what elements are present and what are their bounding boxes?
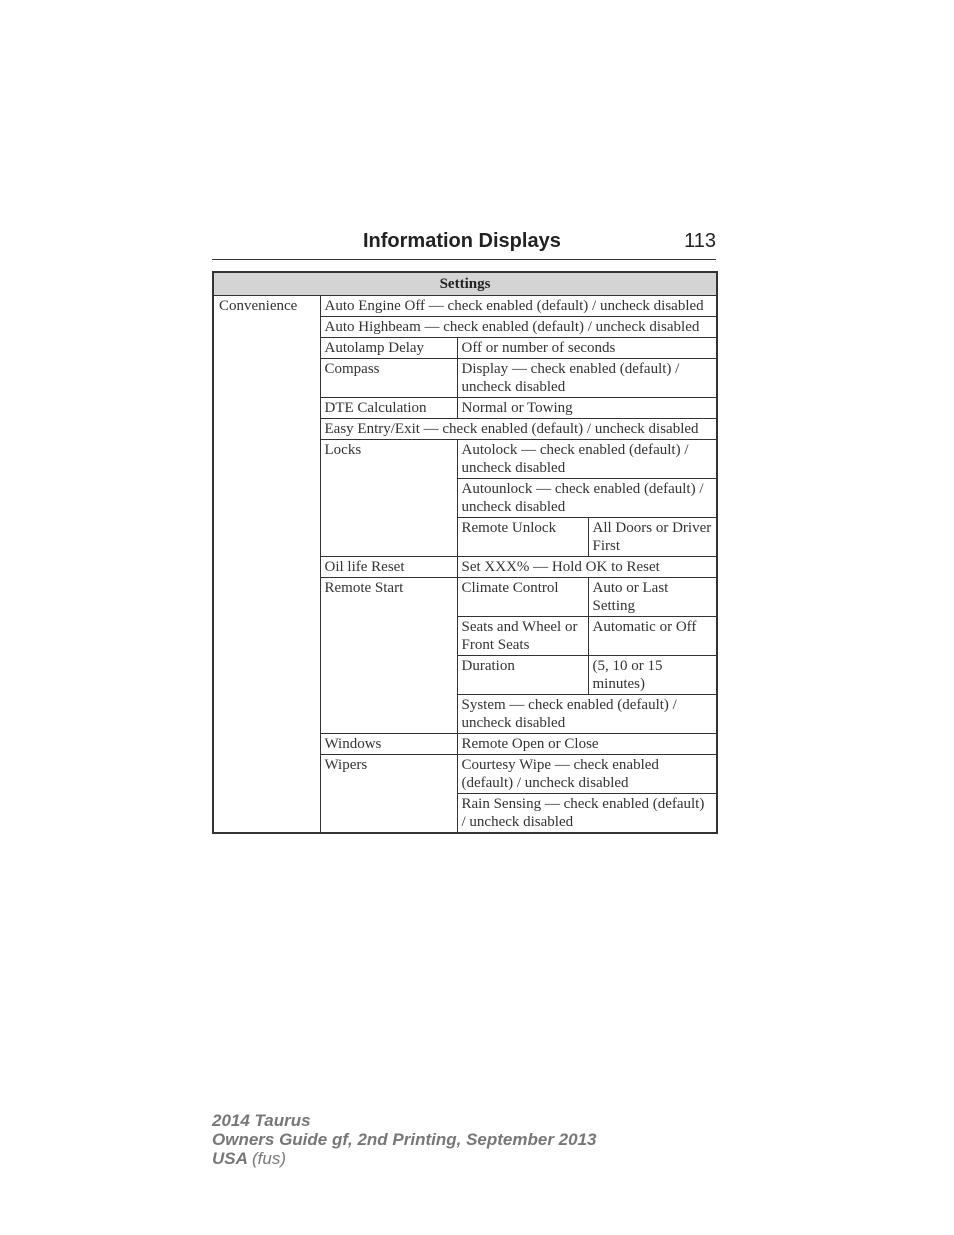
settings-header: Settings [213,272,717,296]
duration-value: (5, 10 or 15 minutes) [588,656,717,695]
table-row [213,296,717,317]
remote-unlock-label: Remote Unlock [457,518,588,557]
duration-label: Duration [457,656,588,695]
footer-guide: Owners Guide gf, 2nd Printing, September 2013 [212,1130,597,1149]
table-header-row [213,272,717,296]
locks-label: Locks [320,440,457,557]
page-header [212,228,716,260]
dte-calculation-label: DTE Calculation [320,398,457,419]
compass-value: Display — check enabled (default) / uncheck disabled [457,359,717,398]
autolamp-delay-value: Off or number of seconds [457,338,717,359]
auto-highbeam-cell: Auto Highbeam — check enabled (default) / uncheck disabled [320,317,717,338]
page-number: 113 [684,230,716,252]
remote-start-label: Remote Start [320,578,457,734]
windows-label: Windows [320,734,457,755]
oil-life-reset-label: Oil life Reset [320,557,457,578]
seats-and-wheel-label: Seats and Wheel or Front Seats [457,617,588,656]
category-convenience: Convenience [213,296,320,834]
footer-region-line [212,1149,596,1168]
seats-and-wheel-value: Automatic or Off [588,617,717,656]
page-footer [212,1111,596,1168]
climate-control-label: Climate Control [457,578,588,617]
rain-sensing-cell: Rain Sensing — check enabled (default) / uncheck disabled [457,794,717,834]
footer-model: 2014 Taurus [212,1111,311,1130]
courtesy-wipe-cell: Courtesy Wipe — check enabled (default) / uncheck disabled [457,755,717,794]
easy-entry-exit-cell: Easy Entry/Exit — check enabled (default) / uncheck disabled [320,419,717,440]
wipers-label: Wipers [320,755,457,834]
windows-value: Remote Open or Close [457,734,717,755]
system-cell: System — check enabled (default) / uncheck disabled [457,695,717,734]
autounlock-cell: Autounlock — check enabled (default) / uncheck disabled [457,479,717,518]
remote-unlock-value: All Doors or Driver First [588,518,717,557]
dte-calculation-value: Normal or Towing [457,398,717,419]
autolock-cell: Autolock — check enabled (default) / uncheck disabled [457,440,717,479]
footer-region: USA [212,1149,248,1168]
autolamp-delay-label: Autolamp Delay [320,338,457,359]
settings-table [212,271,718,834]
section-title: Information Displays [363,230,561,252]
oil-life-reset-value: Set XXX% — Hold OK to Reset [457,557,717,578]
compass-label: Compass [320,359,457,398]
auto-engine-off-cell: Auto Engine Off — check enabled (default) / uncheck disabled [320,296,717,317]
climate-control-value: Auto or Last Setting [588,578,717,617]
footer-region-code: (fus) [252,1149,286,1168]
